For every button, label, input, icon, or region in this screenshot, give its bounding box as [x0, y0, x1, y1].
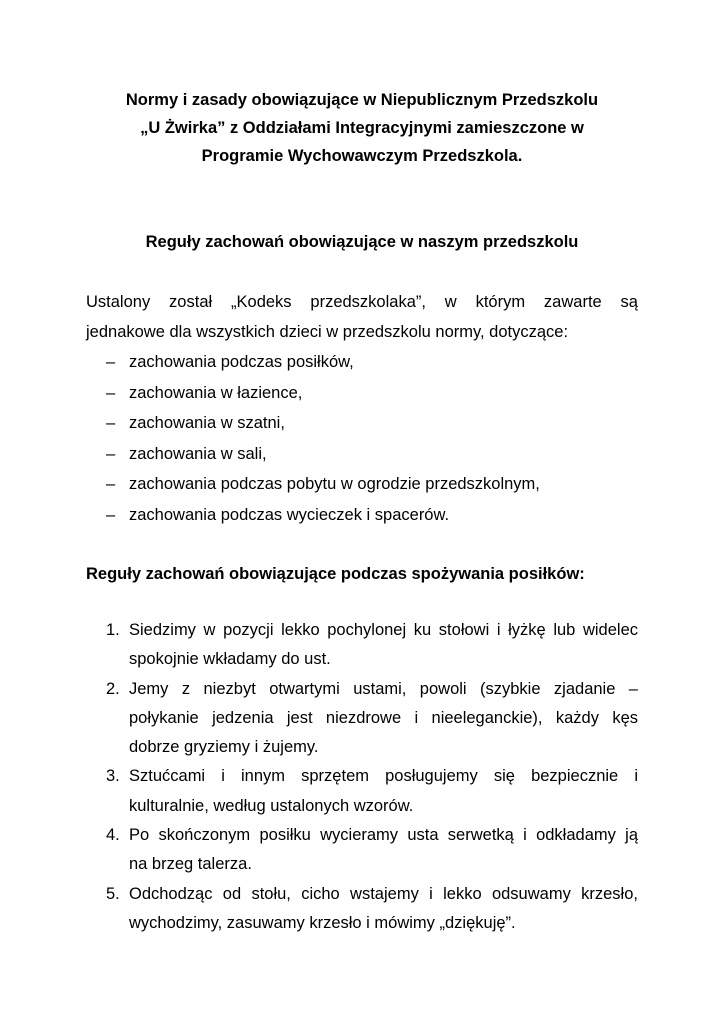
rule-number: 5.: [106, 884, 120, 903]
rule-number: 2.: [106, 679, 120, 698]
rule-item: [86, 616, 638, 675]
list-item: [86, 500, 638, 531]
rule-line: kulturalnie, według ustalonych wzorów.: [129, 796, 414, 815]
rule-item: [86, 821, 638, 880]
title-line-1: Normy i zasady obowiązujące w Niepublicznym Przedszkolu: [125, 91, 599, 109]
rule-line: wychodzimy, zasuwamy krzesło i mówimy „dziękuję”.: [129, 913, 516, 932]
list-item: [86, 347, 638, 378]
rule-item: [86, 880, 638, 939]
meals-rules-list: [86, 616, 638, 938]
dash-marker: –: [106, 383, 116, 402]
dash-marker: –: [106, 414, 116, 433]
rule-line: Sztućcami i innym sprzętem posługujemy się bezpiecznie i: [129, 767, 638, 786]
list-item-text: zachowania podczas wycieczek i spacerów.: [129, 505, 450, 524]
list-item: [86, 378, 638, 409]
document-title: [86, 86, 638, 170]
list-item-text: zachowania podczas pobytu w ogrodzie przedszkolnym,: [129, 475, 540, 494]
rule-item: [86, 762, 638, 821]
rule-number: 3.: [106, 767, 120, 786]
rule-number: 1.: [106, 621, 120, 639]
rule-line: Siedzimy w pozycji lekko pochylonej ku stołowi i łyżkę lub widelec: [129, 621, 638, 639]
section-subtitle: Reguły zachowań obowiązujące w naszym przedszkolu: [145, 233, 579, 251]
rule-item: [86, 675, 638, 763]
intro-line-1: Ustalony został „Kodeks przedszkolaka”, w którym zawarte są: [86, 293, 638, 311]
list-item-text: zachowania w łazience,: [129, 383, 303, 402]
list-item-text: zachowania w szatni,: [129, 414, 285, 433]
rule-line: dobrze gryziemy i żujemy.: [129, 738, 319, 757]
list-item: [86, 439, 638, 470]
dash-marker: –: [106, 444, 116, 463]
dash-marker: –: [106, 353, 116, 371]
list-item: [86, 469, 638, 500]
dash-marker: –: [106, 475, 116, 494]
dash-marker: –: [106, 505, 116, 524]
title-line-3: Programie Wychowawczym Przedszkola.: [201, 147, 523, 165]
rule-number: 4.: [106, 826, 120, 845]
title-line-2: „U Żwirka” z Oddziałami Integracyjnymi zamieszczone w: [140, 119, 584, 137]
rule-line: Po skończonym posiłku wycieramy usta serwetką i odkładamy ją: [129, 826, 638, 845]
list-item: [86, 408, 638, 439]
rule-line: na brzeg talerza.: [129, 855, 252, 874]
meals-rules-heading: Reguły zachowań obowiązujące podczas spożywania posiłków:: [86, 565, 585, 583]
rule-line: spokojnie wkładamy do ust.: [129, 650, 331, 669]
rule-line: Jemy z niezbyt otwartymi ustami, powoli (szybkie zjadanie –: [129, 679, 638, 698]
list-item-text: zachowania w sali,: [129, 444, 267, 463]
intro-paragraph: [86, 287, 638, 347]
rule-line: Odchodząc od stołu, cicho wstajemy i lekko odsuwamy krzesło,: [129, 884, 638, 903]
intro-line-2: jednakowe dla wszystkich dzieci w przedszkolu normy, dotyczące:: [86, 323, 569, 341]
list-item-text: zachowania podczas posiłków,: [129, 353, 354, 371]
rule-line: połykanie jedzenia jest niezdrowe i nieeleganckie), każdy kęs: [129, 708, 638, 727]
norms-list: [86, 347, 638, 531]
